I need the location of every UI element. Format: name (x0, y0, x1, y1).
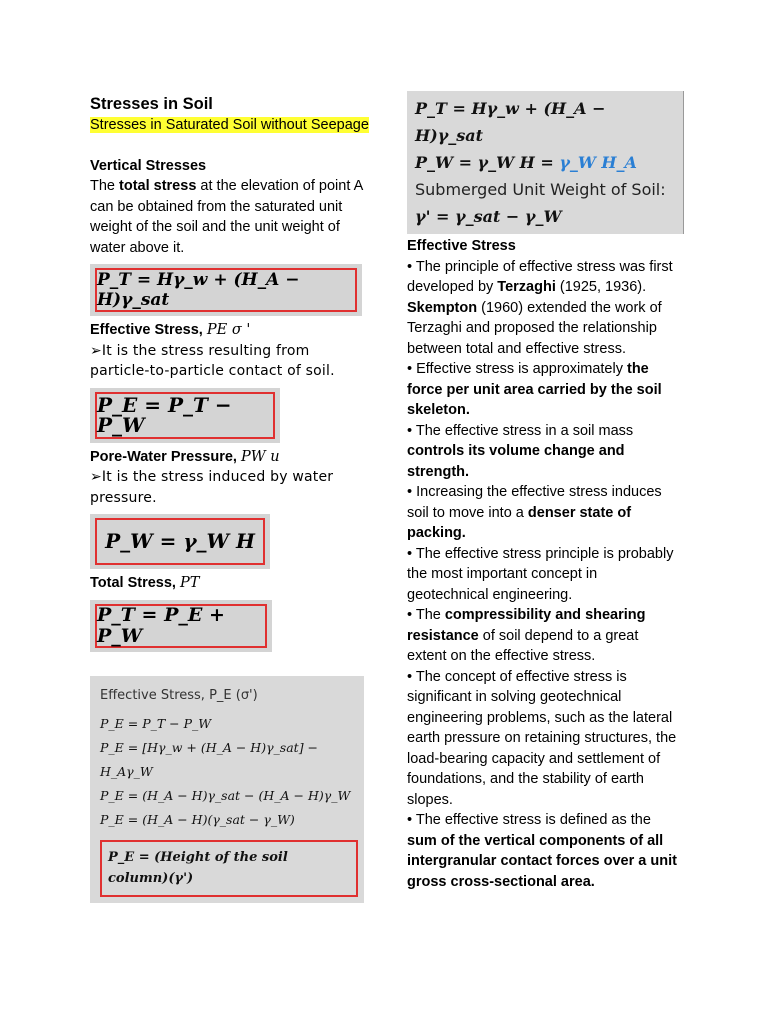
total-sum-equation: P_T = P_E + P_W (95, 604, 267, 648)
pore-water-pressure-description: ➢It is the stress induced by water pressure. (90, 469, 334, 506)
effective-stress-heading: Effective Stress (407, 238, 516, 254)
vertical-stresses-heading: Vertical Stresses (90, 157, 207, 174)
bullet-denser-packing: • Increasing the effective stress induces soil to move into a denser state of packing. (407, 484, 662, 541)
total-stress-equation: P_T = Hγ_w + (H_A − H)γ_sat (95, 268, 357, 312)
total-stress-label: Total Stress, PT (90, 575, 200, 591)
bullet-important-concept: • The effective stress principle is probably the most important concept in geotechnical engineering. (407, 545, 674, 603)
effective-stress-equation-box (90, 388, 280, 443)
effective-stress-label: Effective Stress, PE σ ' (90, 322, 251, 338)
bullet-compressibility: • The compressibility and shearing resistance of soil depend to a great extent on the effective stress. (407, 607, 646, 664)
left-column (90, 93, 372, 903)
submerged-unit-weight-equation: γ' = γ_sat − γ_W (415, 207, 562, 226)
right-column (407, 93, 679, 892)
bullet-definition: • The effective stress is defined as the sum of the vertical components of all intergranular contact forces over a unit gross cross-sectional area. (407, 812, 677, 890)
vertical-stresses-paragraph: The total stress at the elevation of point A can be obtained from the saturated unit weight of the soil and the unit weight of water above it. (90, 178, 363, 256)
right-pore-equation: P_W = γ_W H = γ_W H_A (415, 153, 637, 172)
right-equation-panel (407, 91, 684, 234)
submerged-unit-weight-label: Submerged Unit Weight of Soil: (415, 180, 666, 199)
total-sum-equation-box (90, 600, 272, 652)
derivation-line: P_E = [Hγ_w + (H_A − H)γ_sat] − H_Aγ_W (100, 740, 319, 779)
bullet-terzaghi: • The principle of effective stress was first developed by Terzaghi (1925, 1936). Skempton (1960) extended the work of Terzaghi and proposed the relationship between total and effective stress. (407, 258, 673, 357)
derivation-final: P_E = (Height of the soil column)(γ') (100, 840, 358, 897)
bullet-geotechnical-problems: • The concept of effective stress is significant in solving geotechnical engineering problems, such as the lateral earth pressure on retaining structures, the load-bearing capacity and settlement of foundations, and the stability of earth slopes. (407, 668, 677, 808)
effective-stress-derivation (90, 676, 364, 904)
effective-stress-description: ➢It is the stress resulting from particle-to-particle contact of soil. (90, 342, 335, 379)
page-title: Stresses in Soil (90, 95, 213, 113)
derivation-line: P_E = (H_A − H)(γ_sat − γ_W) (100, 812, 295, 827)
right-total-equation: P_T = Hγ_w + (H_A − H)γ_sat (415, 99, 606, 145)
pore-water-pressure-label: Pore-Water Pressure, PW u (90, 448, 280, 465)
highlighted-subtitle: Stresses in Saturated Soil without Seepage (90, 117, 369, 133)
bullet-soil-skeleton: • Effective stress is approximately the force per unit area carried by the soil skeleton. (407, 361, 662, 418)
derivation-title: Effective Stress, P_E (σ') (100, 687, 258, 703)
effective-stress-equation: P_E = P_T − P_W (95, 392, 275, 439)
total-stress-equation-box (90, 264, 362, 316)
derivation-line: P_E = (H_A − H)γ_sat − (H_A − H)γ_W (100, 788, 351, 803)
derivation-line: P_E = P_T − P_W (100, 716, 212, 731)
pore-water-equation-box (90, 514, 270, 569)
bullet-volume-change: • The effective stress in a soil mass controls its volume change and strength. (407, 422, 634, 480)
pore-water-equation: P_W = γ_W H (95, 518, 265, 565)
